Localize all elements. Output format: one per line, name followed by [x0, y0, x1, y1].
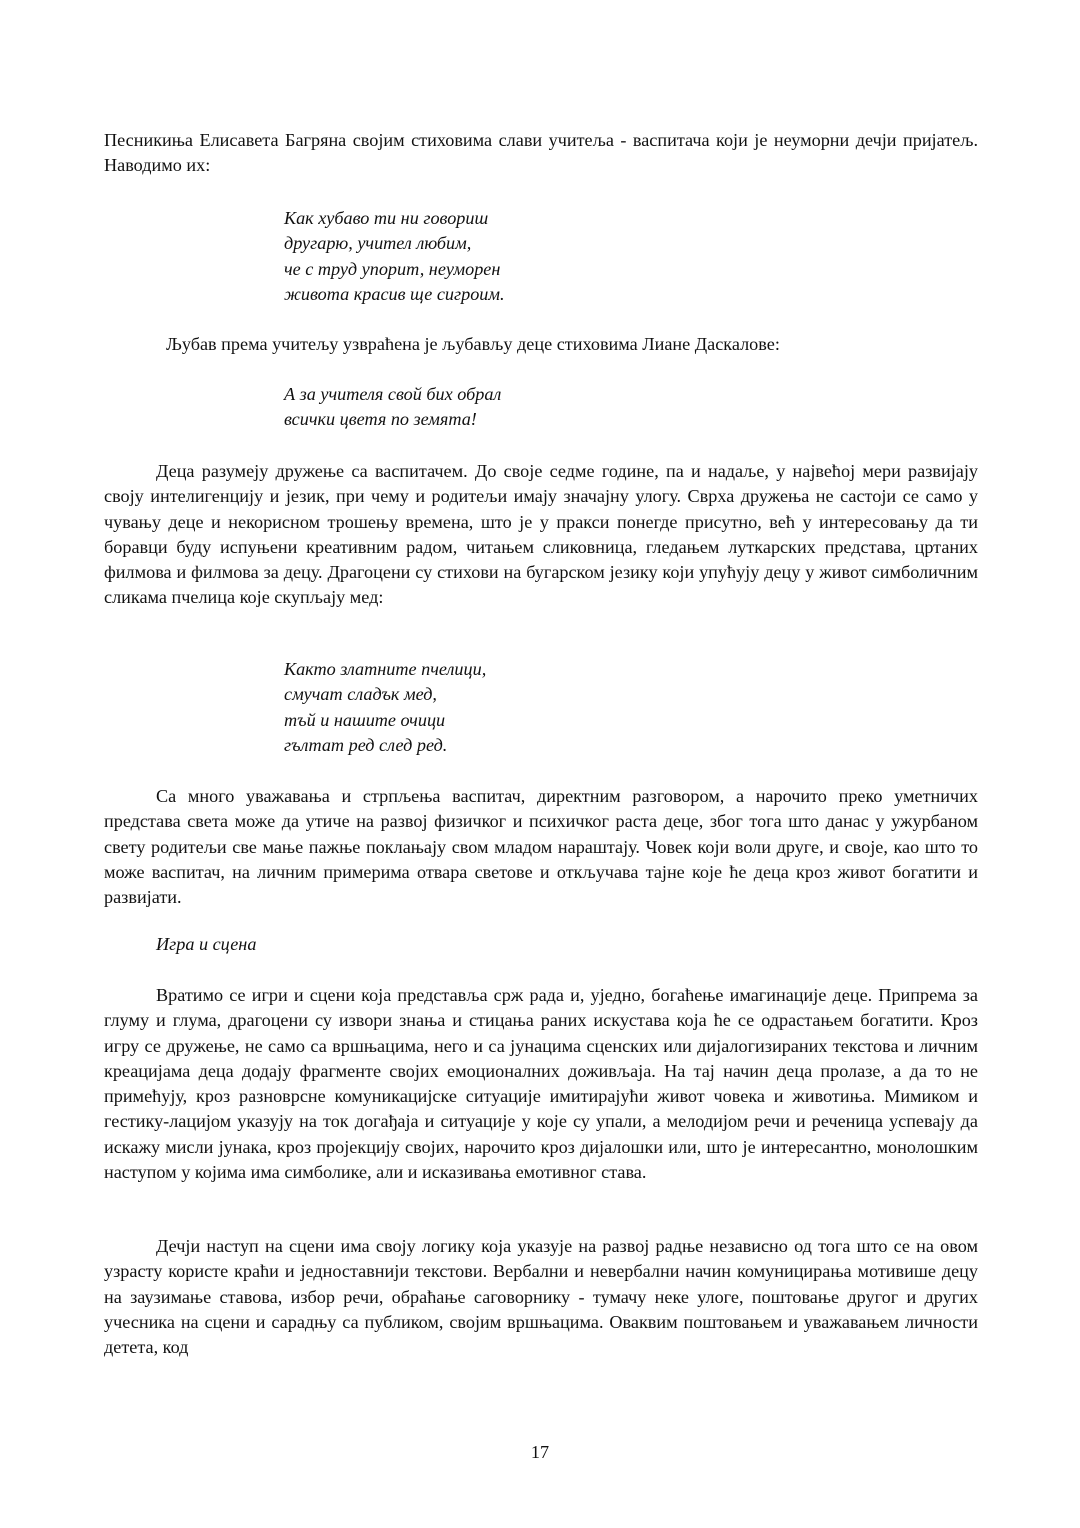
page-number: 17: [530, 1442, 550, 1462]
poem-bagryana: [284, 206, 884, 307]
poem-line: смучат сладък мед,: [284, 684, 437, 705]
paragraph-love-teacher: Љубав према учитељу узвраћена је љубављу деце стиховима Лиане Даскалове:: [166, 334, 780, 354]
poem-line: Как хубаво ти ни говориш: [284, 208, 489, 228]
poem-line: другарю, учител любим,: [284, 233, 472, 254]
poem-line: Както златните пчелици,: [284, 659, 487, 679]
paragraph-play-stage: Вратимо се игри и сцени која представља срж рада и, уједно, богаћење имагинације деце. Припрема за глуму и глума, драгоцени су извори знања и стицања раних искустава која ће се одрастањем богатити. Кроз игру се дружење, не само са вршњацима, него и са јунацима сценских или дијалогизираних текстова и личним креацијама деца додају фрагменте својих емоционалних доживљаја. На тај начин деца пролазе, а да то не примећују, кроз разноврсне комуникацијске ситуације имитирајући живот човека и животиња. Мимиком и гестику-лацијом указују на ток догађаја и ситуације у које су упали, а мелодијом речи и реченица успевају да искажу мисли јунака, кроз пројекцију својих, нарочито кроз дијалошки или, што је интересантно, монолошким наступом у којима има симболике, али и исказивања емотивног става.: [104, 985, 978, 1183]
paragraph-teacher-influence: Са много уважавања и стрпљења васпитач, директним разговором, а нарочито преко уметничих представа света може да утиче на развој физичког и психичког раста деце, због тога што данас у ужурбаном свету родитељи све мање пажње поклањају свом младом нараштају. Човек који воли друге, и своје, као што то може васпитач, на личним примерима отвара световe и откључава тајне које ће деца кроз живот богатити и развијати.: [104, 786, 978, 908]
poem-line: А за учителя свой бих обрал: [284, 384, 502, 404]
poem-line: че с труд упорит, неуморен: [284, 258, 501, 279]
poem-line: живота красив ще сигроим.: [284, 283, 505, 304]
poem-line: всички цветя по земята!: [284, 409, 477, 430]
poem-bees: [284, 657, 884, 758]
paragraph-stage-performance: Дечји наступ на сцени има своју логику која указује на развој радње независно од тога што се на овом узрасту користе краћи и једноставнији текстови. Вербални и невербални начин комуницирања мотивише децу на заузимање ставова, избор речи, обраћање саговорнику - тумачу неке улоге, поштовање другог и других учесника на сцени и сарадњу са публиком, својим вршњацима. Оваквим поштовањем и уважавањем личности детета, код: [104, 1236, 978, 1358]
section-subheading: Игра и сцена: [156, 934, 257, 954]
poem-line: гълтат ред след ред.: [284, 734, 448, 755]
paragraph-children-understanding: Деца разумеју дружење са васпитачем. До своје седме године, па и надаље, у највећој мери развијају своју интелигенцију и језик, при чему и родитељи имају значајну улогу. Сврха дружења не састоји се само у чувању деце и некорисном трошењу времена, што је у пракси понегде присутно, већ у интересовању да ти боравци буду испуњени креативним радом, читањем сликовница, гледањем луткарских представа, цртаних филмова и филмова за децу. Драгоцени су стихови на бугарском језику који упућују децу у живот симболичним сликама пчелица које скупљају мед:: [104, 461, 978, 608]
poem-daskalova: [284, 382, 884, 433]
poem-line: тъй и нашите очици: [284, 709, 446, 730]
paragraph-intro: Песникиња Елисавета Багряна својим стиховима слави учитеља - васпитача који је неуморни дечји пријатељ. Наводимо их:: [104, 130, 978, 176]
